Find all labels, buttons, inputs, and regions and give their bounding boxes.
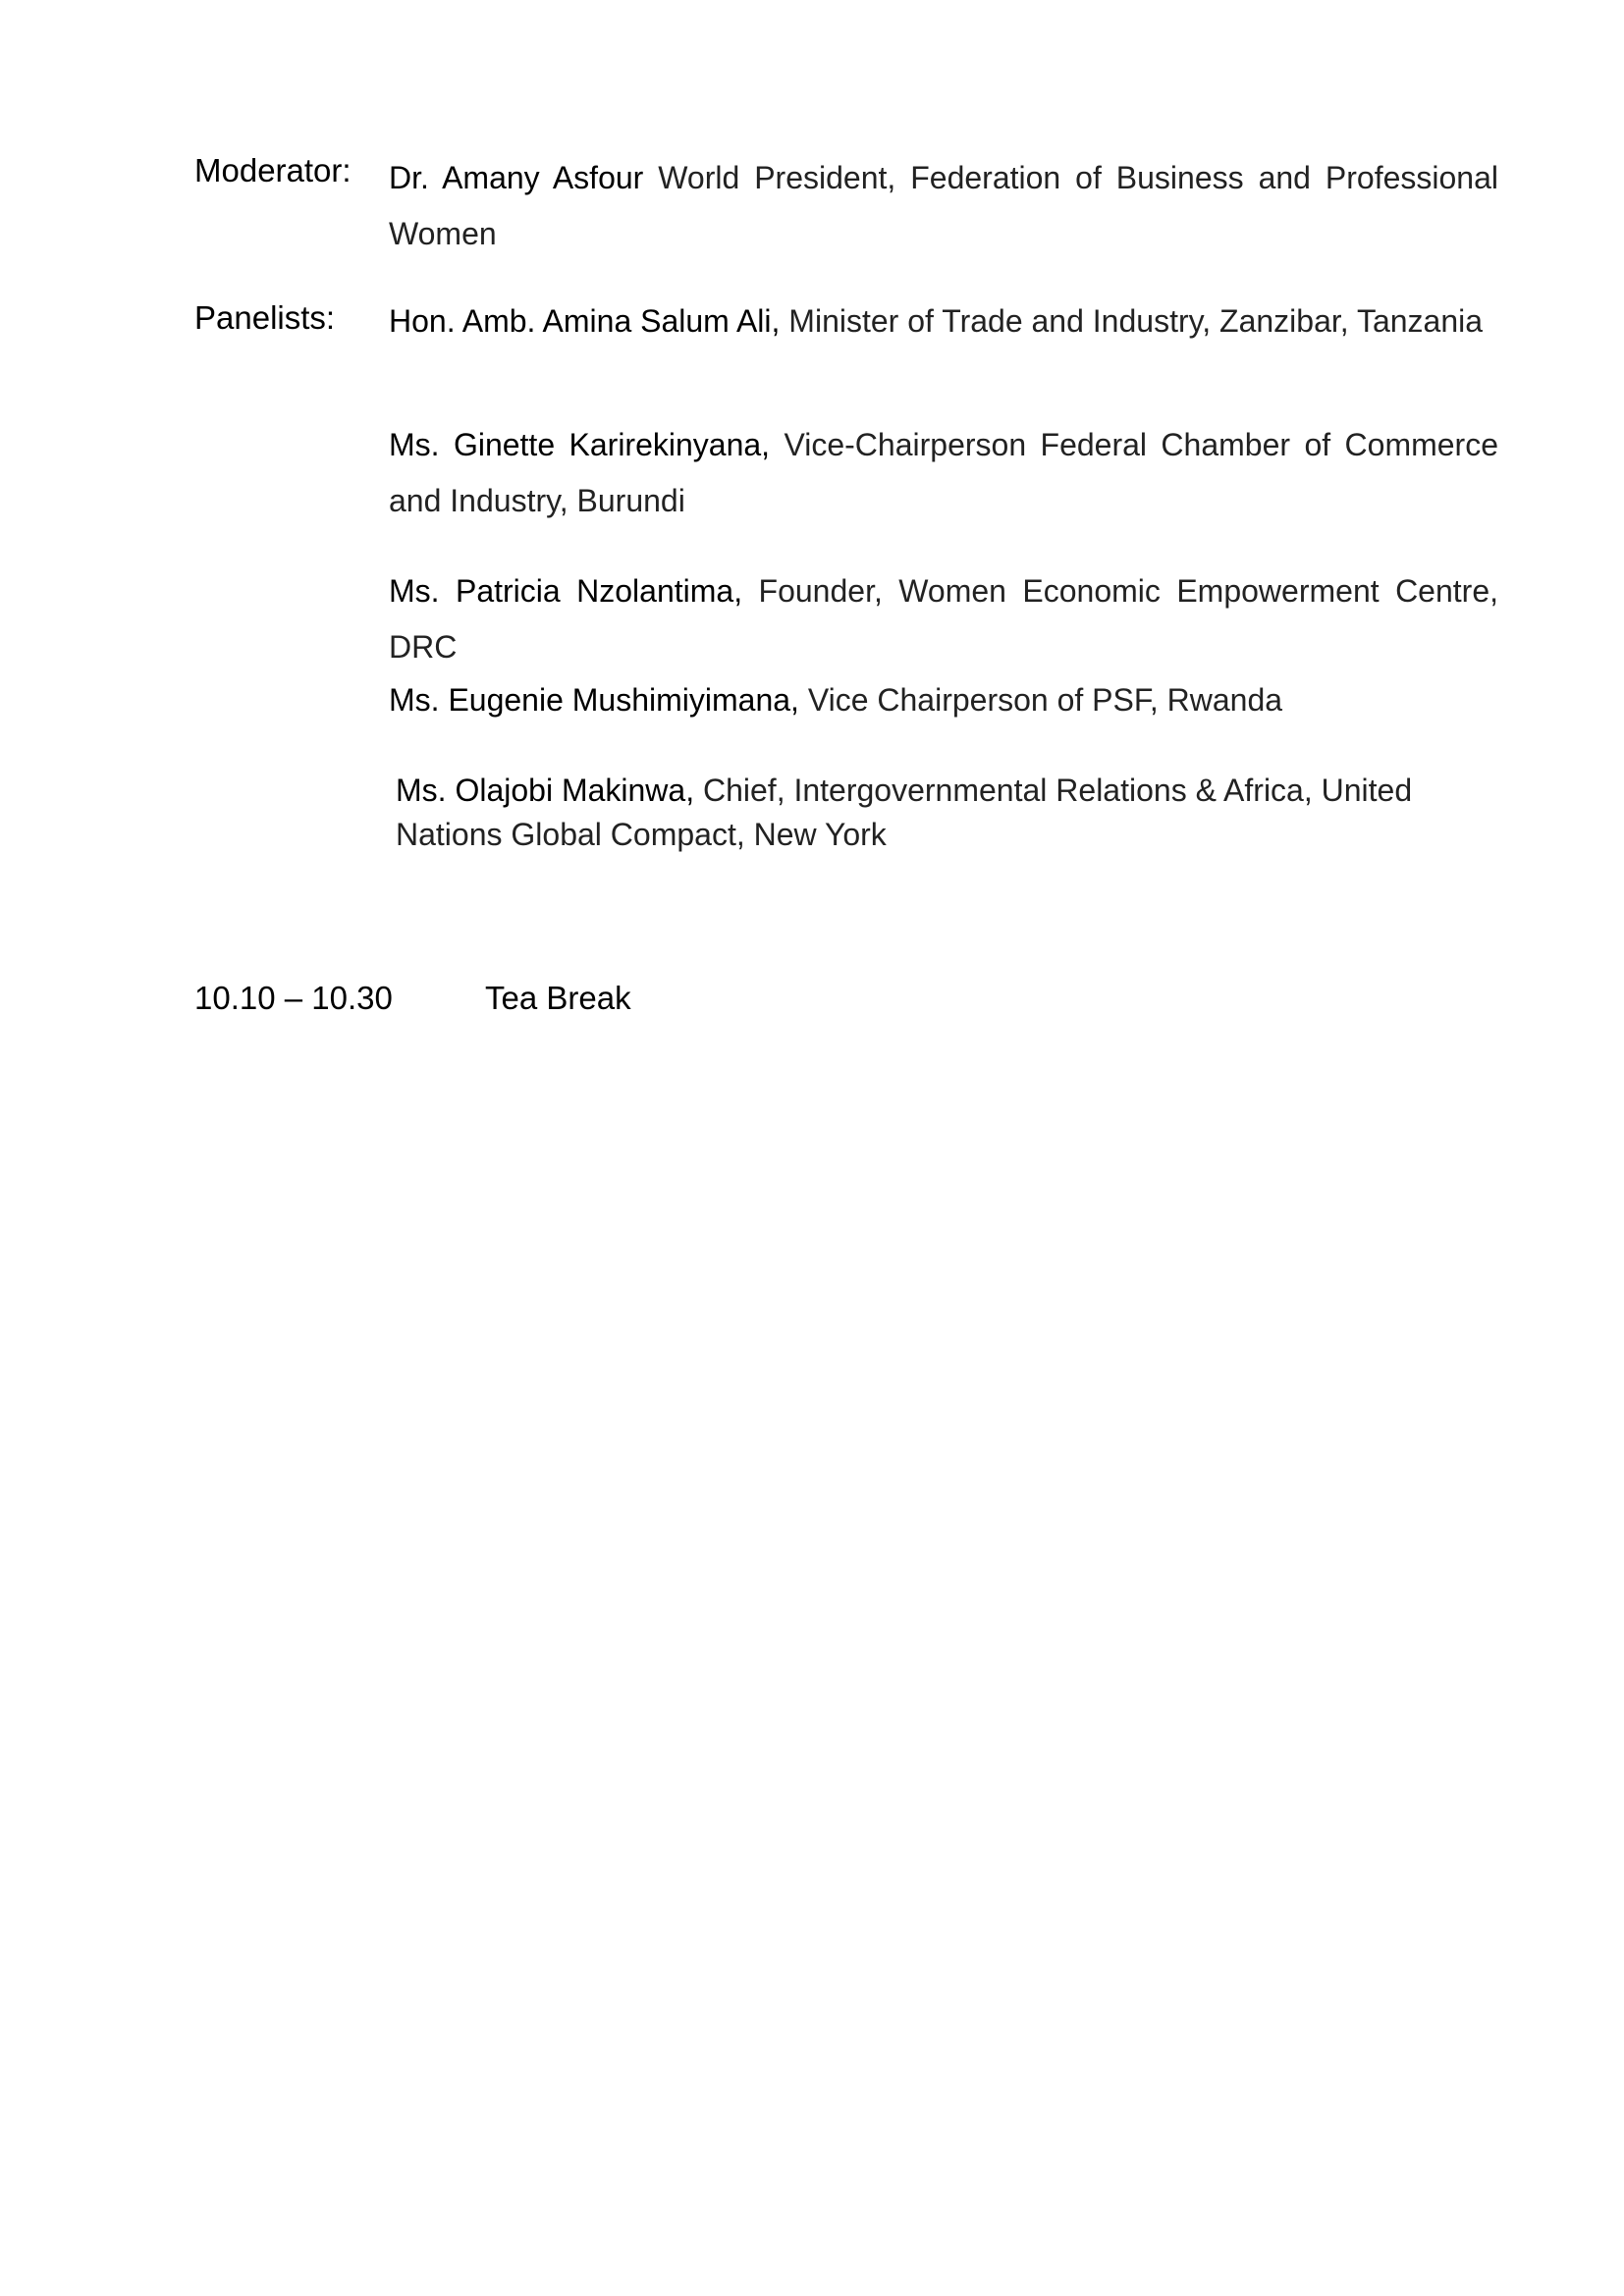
panelist-role: Founder, Women Economic Empowerment Centre, DRC [389,573,1499,665]
moderator-name: Dr. Amany Asfour [389,160,644,195]
panelist-name: Ms. Eugenie Mushimiyimana, [389,682,799,718]
panelist-entry [389,563,1498,675]
moderator-entry [389,150,1498,262]
panelists-label: Panelists: [194,299,336,336]
moderator-label: Moderator: [194,152,352,188]
panelist-role: Chief, Intergovernmental Relations & Africa, United Nations Global Compact, New York [396,773,1413,852]
panelist-name: Ms. Olajobi Makinwa, [396,773,695,808]
panelist-name: Ms. Patricia Nzolantima, [389,573,743,609]
panelist-entry [389,299,1498,344]
panelist-role: Vice-Chairperson Federal Chamber of Commerce and Industry, Burundi [389,427,1499,518]
panelist-role: Minister of Trade and Industry, Zanzibar, Tanzania [780,303,1484,339]
panelist-role: Vice Chairperson of PSF, Rwanda [798,682,1283,718]
moderator-role: World President, Federation of Business and Professional Women [389,160,1499,251]
panelist-name: Ms. Ginette Karirekinyana, [389,427,771,462]
break-time: 10.10 – 10.30 [194,980,393,1016]
panelist-entry [396,769,1498,857]
panelist-entry [389,417,1498,529]
break-title: Tea Break [485,980,631,1016]
panelist-name: Hon. Amb. Amina Salum Ali, [389,303,781,339]
panelist-entry [389,678,1498,722]
